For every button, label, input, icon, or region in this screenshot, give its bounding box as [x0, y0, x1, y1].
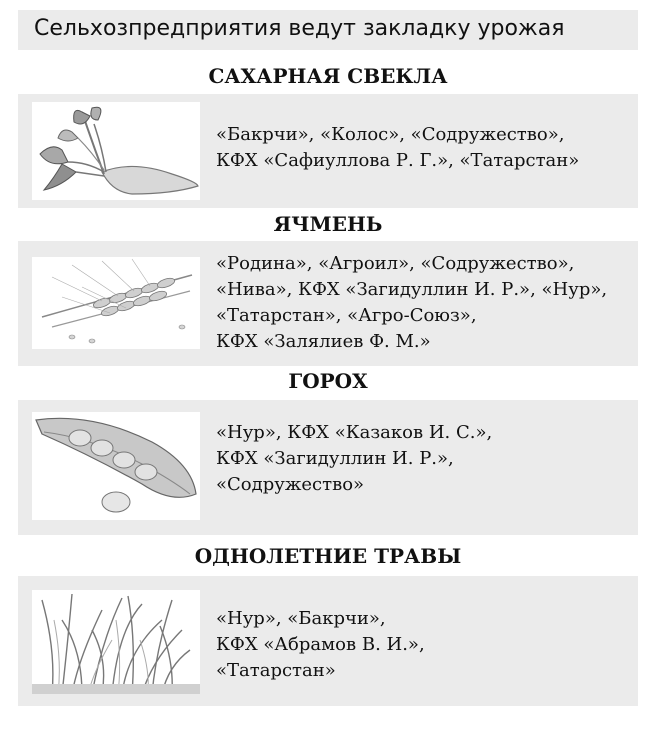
farm-list-sugar-beet: [216, 122, 630, 174]
grass-icon: [32, 590, 200, 694]
list-line: «Содружество»: [216, 474, 365, 495]
section-heading-annual-grasses: ОДНОЛЕТНИЕ ТРАВЫ: [194, 544, 462, 568]
page-title: Сельхозпредприятия ведут закладку урожая: [34, 16, 565, 41]
section-heading-sugar-beet: САХАРНАЯ СВЕКЛА: [208, 64, 448, 88]
sugar-beet-icon: [32, 102, 200, 200]
barley-ear-icon: [32, 257, 200, 349]
list-line: КФХ «Абрамов В. И.»,: [216, 634, 425, 655]
list-line: КФХ «Загидуллин И. Р.»,: [216, 448, 454, 469]
farm-list-annual-grasses: [216, 606, 630, 684]
section-heading-barley: ЯЧМЕНЬ: [273, 212, 383, 236]
section-panel-peas: [18, 400, 638, 535]
list-line: «Нур», «Бакрчи»,: [216, 608, 386, 629]
list-line: «Родина», «Агроил», «Содружество»,: [216, 253, 575, 274]
section-panel-barley: [18, 241, 638, 366]
list-line: «Татарстан», «Агро-Союз»,: [216, 305, 477, 326]
section-heading-peas: ГОРОХ: [288, 369, 368, 393]
list-line: «Нива», КФХ «Загидуллин И. Р.», «Нур»,: [216, 279, 608, 300]
farm-list-barley: [216, 251, 630, 355]
farm-list-peas: [216, 420, 630, 498]
pea-pod-icon: [32, 412, 200, 520]
section-panel-annual-grasses: [18, 576, 638, 706]
list-line: «Татарстан»: [216, 660, 336, 681]
list-line: КФХ «Сафиуллова Р. Г.», «Татарстан»: [216, 150, 580, 171]
title-bar: [18, 10, 638, 50]
list-line: «Нур», КФХ «Казаков И. С.»,: [216, 422, 493, 443]
list-line: «Бакрчи», «Колос», «Содружество»,: [216, 124, 565, 145]
section-panel-sugar-beet: [18, 94, 638, 208]
list-line: КФХ «Залялиев Ф. М.»: [216, 331, 431, 352]
